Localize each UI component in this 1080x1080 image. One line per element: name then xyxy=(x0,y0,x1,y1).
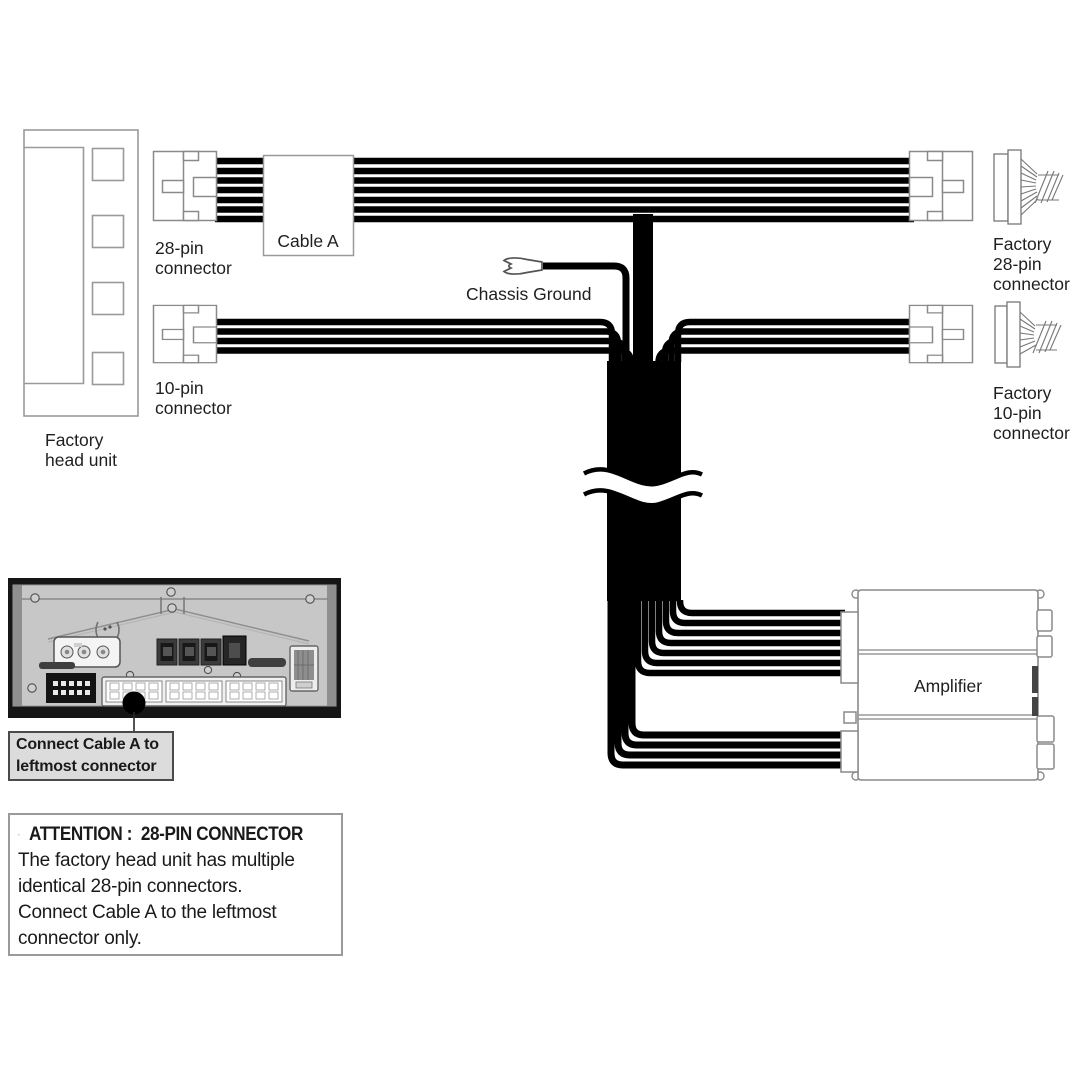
callout-line: Connect Cable A to xyxy=(16,736,159,753)
leftmost-connector-marker xyxy=(123,692,146,715)
cable-a-label: Cable A xyxy=(277,231,339,251)
chassis-ground-label: Chassis Ground xyxy=(466,284,592,304)
black-connector xyxy=(46,673,96,703)
connect-cable-a-callout xyxy=(8,731,174,781)
factory-10pin-connector-icon xyxy=(995,302,1061,367)
warning-triangle-icon xyxy=(18,822,20,847)
attention-body-line: The factory head unit has multiple xyxy=(18,850,295,871)
connector-10pin-label: 10-pin connector xyxy=(155,378,232,418)
attention-body-line: connector only. xyxy=(18,928,142,949)
attention-title-row xyxy=(18,822,333,847)
attention-title: ATTENTION : 28-PIN CONNECTOR xyxy=(28,823,303,845)
ground-terminal-icon xyxy=(504,258,542,274)
side-connector xyxy=(290,646,318,691)
connector-28pin-label: 28-pin connector xyxy=(155,238,232,278)
connector-28pin-right-icon xyxy=(910,152,973,221)
connector-28pin-icon xyxy=(154,152,217,221)
antenna-connectors xyxy=(157,636,246,665)
attention-body-line: identical 28-pin connectors. xyxy=(18,876,243,897)
factory-28pin-label: Factory 28-pin connector xyxy=(993,234,1070,294)
connector-10pin-icon xyxy=(154,305,217,362)
harness-drop-bar xyxy=(633,214,653,364)
attention-box xyxy=(8,813,343,956)
factory-28pin-connector-icon xyxy=(994,150,1063,224)
connector-10pin-right-icon xyxy=(910,305,973,362)
attention-body-line: Connect Cable A to the leftmost xyxy=(18,902,277,923)
amp-wires-top xyxy=(638,600,845,673)
amplifier-label: Amplifier xyxy=(913,676,983,696)
callout-line: leftmost connector xyxy=(16,758,157,775)
head-unit-rear-photo xyxy=(8,578,341,732)
harness-10pin-wires xyxy=(215,322,914,363)
attention-body xyxy=(18,848,333,952)
factory-head-unit-outline xyxy=(24,130,138,416)
factory-head-unit-label: Factory head unit xyxy=(45,430,118,470)
factory-10pin-label: Factory 10-pin connector xyxy=(993,383,1070,443)
